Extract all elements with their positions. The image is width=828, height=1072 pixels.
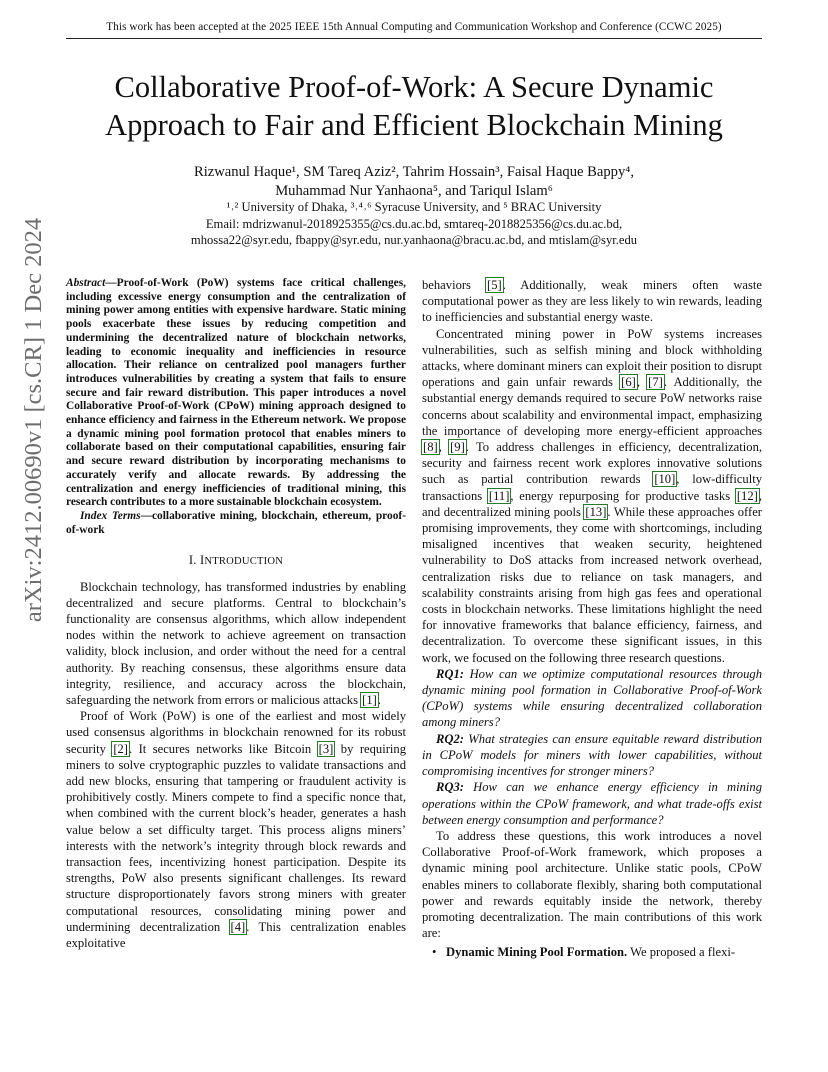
authors-line-1: Rizwanul Haque¹, SM Tareq Aziz², Tahrim Hossain³, Faisal Haque Bappy⁴, — [194, 164, 634, 180]
rq3-text: How can we enhance energy efficiency in mining operations within the CPoW framework, and what trade-offs exist between energy consumption and performance? — [422, 780, 762, 827]
rq2-label: RQ2: — [436, 731, 464, 746]
citation-link[interactable]: [10] — [654, 472, 676, 487]
paragraph-text: behaviors — [422, 278, 487, 292]
paragraph-text: . Additionally, weak miners often waste computational power as they are less likely to win rewards, leading to inefficiencies and substantial energy waste. — [422, 278, 762, 325]
rq2-text: What strategies can ensure equitable reward distribution in CPoW models for miners with lower capabilities, without compromising incentives for stronger miners? — [422, 731, 762, 779]
citation-link[interactable]: [1] — [362, 692, 377, 707]
citation-link[interactable]: [2] — [113, 741, 128, 756]
author-list — [66, 163, 762, 200]
section-first-letter: I — [199, 553, 205, 568]
paragraph-text: , and decentralized mining pools — [422, 488, 762, 519]
citation-link[interactable]: [5] — [487, 278, 502, 292]
intro-paragraph-2 — [66, 708, 406, 951]
rq1-label: RQ1: — [436, 666, 464, 681]
citation-link[interactable]: [13] — [585, 504, 607, 519]
bullet-label: Dynamic Mining Pool Formation. — [446, 945, 628, 960]
citation-link[interactable]: [3] — [318, 741, 334, 756]
paragraph-text: . While these approaches offer promising improvements, they come with shortcomings, including misaligned incentives that weaken security, heightened vulnerability to DoS attacks from increased network overhead, centralization risks due to reliance on task managers, and scalability constraints arising from high gas fees and operational costs in blockchain networks. These limitations highlight the need for innovative frameworks that balance efficiency, fairness, and decentralization. To overcome these significant issues, in this work, we focused on the following three research questions. — [422, 504, 762, 665]
citation-link[interactable]: [6] — [621, 375, 636, 390]
bullet-text: We proposed a flexi- — [627, 945, 736, 960]
index-terms-label: Index Terms — [80, 509, 141, 522]
rq1-text: How can we optimize computational resources through dynamic mining pool formation in Collaborative Proof-of-Work (CPoW) systems while ensuring decentralized collaboration among miners? — [422, 666, 762, 730]
section-heading-introduction — [66, 552, 406, 570]
contribution-bullet-1 — [432, 944, 762, 960]
section-title-rest: NTRODUCTION — [204, 556, 284, 568]
affiliations: ¹˒² University of Dhaka, ³˒⁴˒⁶ Syracuse University, and ⁵ BRAC University — [226, 200, 602, 214]
conference-header: This work has been accepted at the 2025 IEEE 15th Annual Computing and Communication Workshop and Conference (CCWC 2025) — [106, 21, 722, 33]
email-line-1: Email: mdrizwanul-2018925355@cs.du.ac.bd, smtareq-2018825356@cs.du.ac.bd, — [205, 216, 623, 231]
citation-link[interactable]: [12] — [736, 488, 758, 503]
section-numeral: I. — [188, 553, 200, 568]
affiliations-block — [66, 199, 762, 249]
continued-paragraph — [422, 277, 762, 326]
header-rule — [66, 38, 762, 39]
citation-link[interactable]: [8] — [423, 440, 438, 455]
citation-link[interactable]: [9] — [450, 440, 465, 455]
paper-title — [60, 68, 768, 144]
abstract — [66, 277, 406, 510]
rq3-label: RQ3: — [436, 780, 464, 795]
right-column — [422, 277, 762, 961]
bullet-dot-icon: • — [432, 945, 437, 960]
paragraph-text: Concentrated mining power in PoW systems increases vulnerabilities, such as selfish mining and block withholding attacks, where dominant miners can exploit their position to disrupt operations and gain unfair rewards — [422, 326, 762, 390]
paragraph-text: . Additionally, the substantial energy demands required to secure PoW networks raise concerns about scalability and environmental impact, emphasizing the importance of developing more energy-efficient approaches — [422, 375, 763, 438]
intro-paragraph-4: To address these questions, this work introduces a novel Collaborative Proof-of-Work framework, which proposes a dynamic mining pool architecture. Unlike static pools, CPoW enables miners to collaborate flexibly, sharing both computational power and rewards equitably inside the network, thereby promoting decentralization. The main contributions of this work are: — [422, 828, 762, 941]
intro-paragraph-1: Blockchain technology, has transformed industries by enabling decentralized and secure platforms. Central to blockchain’s functionality are consensus algorithms, which allow independent nodes within the network to achieve agreement on transaction validity, block inclusion, and order without the need for a central authority. By reaching consensus, these algorithms ensure data integrity, resilience, and accuracy across the blockchain, safeguarding the network from errors or malicious attacks [1]. — [66, 579, 406, 707]
research-question-3 — [422, 779, 762, 828]
paragraph-text: , energy repurposing for productive tasks — [510, 488, 736, 503]
title-line-1: Collaborative Proof-of-Work: A Secure Dynamic — [114, 70, 714, 104]
email-line-2: mhossa22@syr.edu, fbappy@syr.edu, nur.yanhaona@bracu.ac.bd, and mtislam@syr.edu — [190, 233, 638, 247]
paragraph-text: . To address challenges in efficiency, decentralization, security and fairness recent work explores innovative solutions such as partial contribution rewards — [422, 440, 763, 487]
paragraph-text: , low-difficulty transactions — [422, 472, 762, 503]
title-line-2: Approach to Fair and Efficient Blockchain Mining — [105, 108, 723, 142]
citation-link[interactable]: [11] — [488, 488, 510, 503]
index-terms — [66, 510, 406, 537]
research-question-1 — [422, 666, 762, 731]
citation-link[interactable]: [4] — [230, 919, 246, 934]
left-column — [66, 277, 406, 951]
authors-line-2: Muhammad Nur Yanhaona⁵, and Tariqul Islam⁶ — [275, 182, 553, 199]
intro-paragraph-3: Concentrated mining power in PoW systems increases vulnerabilities, such as selfish mining and block withholding attacks, where dominant miners can exploit their position to disrupt operations and gain unfair rewards [6], [7]. Additionally, the substantial energy demands required to secure PoW networks raise concerns about scalability and environmental impact, emphasizing the importance of developing more energy-efficient approaches [8], [9]. To address challenges in efficiency, decentralization, security and fairness recent work explores innovative solutions such as partial contribution rewards [10], low-difficulty transactions [11], energy repurposing for productive tasks [12], and decentralized mining pools [13]. While these approaches offer promising improvements, they come with shortcomings, including misaligned incentives that weaken security, heightened vulnerability to DoS attacks from increased network overhead, centralization risks due to reliance on task managers, and scalability constraints arising from high gas fees and operational costs in blockchain networks. These limitations highlight the need for innovative frameworks that balance efficiency, fairness, and decentralization. To overcome these significant issues, in this work, we focused on the following three research questions. — [422, 326, 763, 665]
citation-link[interactable]: [7] — [648, 375, 663, 390]
abstract-text: —Proof-of-Work (PoW) systems face critical challenges, including excessive energy consumption and the centralization of mining power among entities with expensive hardware. Static mining pools exacerbate these issues by reducing competition and undermining the decentralized nature of blockchain networks, leading to economic inequality and inefficiencies in resource allocation. Their reliance on centralized pool managers further introduces vulnerabilities by creating a system that fails to ensure secure and fair reward distribution. This paper introduces a novel Collaborative Proof-of-Work (CPoW) mining approach designed to enhance efficiency and fairness in the Ethereum network. We propose a dynamic mining pool formation protocol that enables miners to collaborate based on their computational capabilities, ensuring fair and secure reward distribution by incorporating mechanisms to accurately verify and allocate rewards. By addressing the centralization and energy inefficiencies of traditional mining, this research contributes to a more sustainable blockchain ecosystem. — [66, 277, 406, 509]
paragraph-text: . This centralization enables exploitative — [66, 919, 406, 951]
paragraph-text: Blockchain technology, has transformed industries by enabling decentralized and secure platforms. Central to blockchain’s functionality are consensus algorithms, which allow independent nodes within the network to achieve agreement on transaction validity, block inclusion, and order without the need for a central authority. By reaching consensus, these algorithms ensure data integrity, resilience, and accuracy across the blockchain, safeguarding the network from errors or malicious attacks — [66, 579, 406, 707]
paragraph-text: by requiring miners to solve cryptographic puzzles to validate transactions and add new blocks, ensuring that tampering or fraudulent activity is prohibitively costly. Miners compete to find a specific nonce that, when combined with the current block’s header, generates a hash value below a set difficulty target. This process aligns miners’ interests with the network’s integrity through block rewards and transaction fees, incentivizing honest participation. Despite its strengths, PoW also presents significant challenges. Its reward structure disproportionately favors strong miners with greater computational resources, consolidating mining power and undermining decentralization — [66, 741, 406, 934]
paragraph-text: . It secures networks like Bitcoin — [129, 741, 318, 756]
research-question-2 — [422, 731, 762, 780]
index-terms-text: —collaborative mining, blockchain, ethereum, proof-of-work — [66, 509, 406, 536]
paragraph-text: Proof of Work (PoW) is one of the earliest and most widely used consensus algorithms in blockchain renowned for its robust security — [66, 709, 406, 756]
abstract-label: Abstract — [66, 277, 106, 289]
arxiv-identifier: arXiv:2412.00690v1 [cs.CR] 1 Dec 2024 — [20, 217, 47, 623]
